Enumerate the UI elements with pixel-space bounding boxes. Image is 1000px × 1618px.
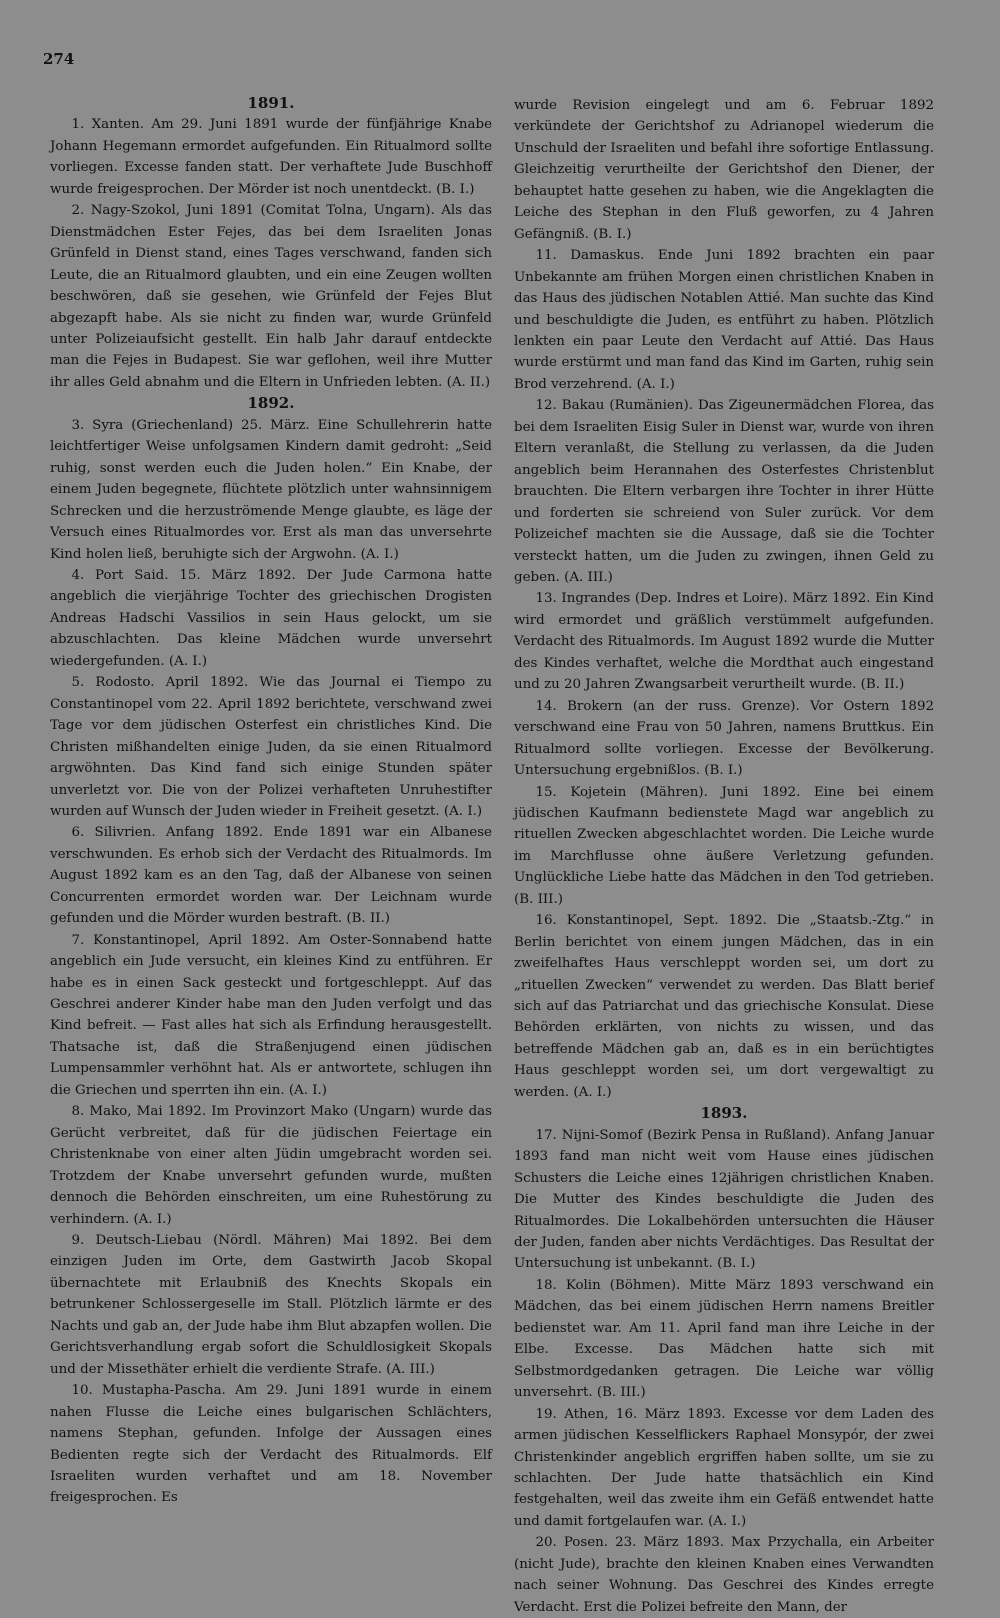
entry-paragraph: 10. Mustapha-Pascha. Am 29. Juni 1891 wurde in einem nahen Flusse die Leiche eines bulgarischen Schlächters, namens Stephan, gefunden. Infolge der Aussagen eines Bedienten regte sich der Verdacht des Ritualmords. Elf Israeliten wurden verhaftet und am 18. November freigesprochen. Es [50,1383,492,1506]
entry-continuation: wurde Revision eingelegt und am 6. Februar 1892 verkündete der Gerichtshof zu Adrianopel wiederum die Unschuld der Israeliten und befahl ihre sofortige Entlassung. Gleichzeitig verurtheilte der Gerichtshof den Diener, der behauptet hatte gesehen zu haben, wie die Angeklagten die Leiche des Stephan in den Fluß geworfen, zu 4 Jahren Gefängniß. (B. I.) [514,98,934,242]
entry-paragraph: 9. Deutsch-Liebau (Nördl. Mähren) Mai 1892. Bei dem einzigen Juden im Orte, dem Gastwirth Jacob Skopal übernachtete mit Erlaubniß des Knechts Skopals ein betrunkener Schlossergeselle im Stall. Plötzlich lärmte er des Nachts und gab an, der Jude habe ihm Blut abzapfen wollen. Die Gerichtsverhandlung ergab sofort die Schuldlosigkeit Skopals und der Missethäter erhielt die verdiente Strafe. (A. III.) [50,1233,492,1377]
entry-paragraph: 20. Posen. 23. März 1893. Max Przychalla, ein Arbeiter (nicht Jude), brachte den kleinen Knaben eines Verwandten nach seiner Wohnung. Das Geschrei des Kindes erregte Verdacht. Erst die Polizei befreite den Mann, der [514,1535,934,1615]
entry-paragraph: 15. Kojetein (Mähren). Juni 1892. Eine bei einem jüdischen Kaufmann bedienstete Magd war angeblich zu rituellen Zwecken abgeschlachtet worden. Die Leiche wurde im Marchflusse ohne äußere Verletzung gefunden. Unglückliche Liebe hatte das Mädchen in den Tod getrieben. (B. III.) [514,784,934,907]
entry-paragraph: 12. Bakau (Rumänien). Das Zigeunermädchen Florea, das bei dem Israeliten Eisig Suler in Dienst war, wurde von ihren Eltern veranlaßt, die Stellung zu verlassen, da die Juden angeblich beim Herannahen des Osterfestes Christenblut brauchten. Die Eltern verbargen ihre Tochter in ihrer Hütte und forderten sie schreiend von Suler zurück. Vor dem Polizeichef machten sie die Aussage, daß sie die Tochter versteckt hatten, um die Juden zu zwingen, ihnen Geld zu geben. (A. III.) [514,398,934,585]
entry-paragraph: 11. Damaskus. Ende Juni 1892 brachten ein paar Unbekannte am frühen Morgen einen christlichen Knaben in das Haus des jüdischen Notablen Attié. Man suchte das Kind und beschuldigte die Juden, es entführt zu haben. Plötzlich lenkten ein paar Leute den Verdacht auf Attié. Das Haus wurde erstürmt und man fand das Kind im Garten, ruhig sein Brod verzehrend. (A. I.) [514,248,934,392]
entry-paragraph: 2. Nagy-Szokol, Juni 1891 (Comitat Tolna, Ungarn). Als das Dienstmädchen Ester Fejes, das bei dem Israeliten Jonas Grünfeld in Dienst stand, eines Tages verschwand, fanden sich Leute, die an Ritualmord glaubten, und ein eine Zeugen wollten beschwören, daß sie gesehen, wie Grünfeld der Fejes Blut abgezapft habe. Als sie nicht zu finden war, wurde Grünfeld unter Polizeiaufsicht gestellt. Ein halb Jahr darauf entdeckte man die Fejes in Budapest. Sie war geflohen, weil ihre Mutter ihr alles Geld abnahm und die Eltern in Unfrieden lebten. (A. II.) [50,203,492,390]
entry-paragraph: 5. Rodosto. April 1892. Wie das Journal ei Tiempo zu Constantinopel vom 22. April 1892 berichtete, verschwand zwei Tage vor dem jüdischen Osterfest ein christliches Kind. Die Christen mißhandelten einige Juden, da sie einen Ritualmord argwöhnten. Das Kind fand sich einige Stunden später unverletzt vor. Die von der Polizei verhafteten Unruhestifter wurden auf Wunsch der Juden wieder in Freiheit gesetzt. (A. I.) [50,675,492,819]
page-number: 274 [43,50,75,68]
entry-paragraph: 8. Mako, Mai 1892. Im Provinzort Mako (Ungarn) wurde das Gerücht verbreitet, daß für die jüdischen Feiertage ein Christenknabe von einer alten Jüdin umgebracht worden sei. Trotzdem der Knabe unversehrt gefunden wurde, mußten dennoch die Behörden einschreiten, um eine Ruhestörung zu verhindern. (A. I.) [50,1104,492,1227]
entry-paragraph: 4. Port Said. 15. März 1892. Der Jude Carmona hatte angeblich die vierjährige Tochter des griechischen Drogisten Andreas Hadschi Vassilios in sein Haus gelockt, um sie abzuschlachten. Das kleine Mädchen wurde unversehrt wiedergefunden. (A. I.) [50,567,492,669]
right-column [514,95,934,1618]
entry-paragraph: 14. Brokern (an der russ. Grenze). Vor Ostern 1892 verschwand eine Frau von 50 Jahren, namens Bruttkus. Ein Ritualmord sollte vorliegen. Excesse der Bevölkerung. Untersuchung ergebnißlos. (B. I.) [514,698,934,779]
entry-paragraph: 17. Nijni-Somof (Bezirk Pensa in Rußland). Anfang Januar 1893 fand man nicht weit vom Hause eines jüdischen Schusters die Leiche eines 12jährigen christlichen Knaben. Die Mutter des Kindes beschuldigte die Juden des Ritualmordes. Die Lokalbehörden untersuchten die Häuser der Juden, fanden aber nichts Verdächtiges. Das Resultat der Untersuchung ist unbekannt. (B. I.) [514,1127,934,1272]
entry-paragraph: 7. Konstantinopel, April 1892. Am Oster-Sonnabend hatte angeblich ein Jude versucht, ein kleines Kind zu entführen. Er habe es in einen Sack gesteckt und fortgeschleppt. Auf das Geschrei anderer Kinder habe man den Juden verfolgt und das Kind befreit. — Fast alles hat sich als Erfindung herausgestellt. Thatsache ist, daß die Straßenjugend einen jüdischen Lumpensammler verhöhnt hat. Als er antwortete, schlugen ihn die Griechen und sperrten ihn ein. (A. I.) [50,932,492,1098]
entry-paragraph: 13. Ingrandes (Dep. Indres et Loire). März 1892. Ein Kind wird ermordet und gräßlich verstümmelt aufgefunden. Verdacht des Ritualmords. Im August 1892 wurde die Mutter des Kindes verhaftet, welche die Mordthat auch eingestand und zu 20 Jahren Zwangsarbeit verurtheilt wurde. (B. II.) [514,591,934,693]
entry-paragraph: 16. Konstantinopel, Sept. 1892. Die „Staatsb.-Ztg.“ in Berlin berichtet von einem jungen Mädchen, das in ein zweifelhaftes Haus verschleppt worden sei, um dort zu „rituellen Zwecken“ verwendet zu werden. Das Blatt berief sich auf das Patriarchat und das griechische Konsulat. Diese Behörden erklärten, von nichts zu wissen, und das betreffende Mädchen gab an, daß es in ein berüchtigtes Haus geschleppt worden sei, um dort vergewaltigt zu werden. (A. I.) [514,913,934,1100]
year-heading: 1893. [700,1104,748,1123]
entry-paragraph: 6. Silivrien. Anfang 1892. Ende 1891 war ein Albanese verschwunden. Es erhob sich der Verdacht des Ritualmords. Im August 1892 kam es an den Tag, daß der Albanese von seinen Concurrenten ermordet worden war. Der Leichnam wurde gefunden und die Mörder wurden bestraft. (B. II.) [50,825,492,927]
entry-paragraph: 18. Kolin (Böhmen). Mitte März 1893 verschwand ein Mädchen, das bei einem jüdischen Herrn namens Breitler bedienstet war. Am 11. April fand man ihre Leiche in der Elbe. Excesse. Das Mädchen hatte sich mit Selbstmordgedanken getragen. Die Leiche war völlig unversehrt. (B. III.) [514,1277,934,1401]
year-heading: 1892. [247,394,295,413]
entry-paragraph: 1. Xanten. Am 29. Juni 1891 wurde der fünfjährige Knabe Johann Hegemann ermordet aufgefunden. Ein Ritualmord sollte vorliegen. Excesse fanden statt. Der verhaftete Jude Buschhoff wurde freigesprochen. Der Mörder ist noch unentdeckt. (B. I.) [50,117,492,197]
left-column [50,93,492,1509]
entry-paragraph: 3. Syra (Griechenland) 25. März. Eine Schullehrerin hatte leichtfertiger Weise unfolgsamen Kindern damit gedroht: „Seid ruhig, sonst werden euch die Juden holen.“ Ein Knabe, der einem Juden begegnete, flüchtete plötzlich unter wahnsinnigem Schrecken und die herzuströmende Menge glaubte, es läge der Versuch eines Ritualmordes vor. Erst als man das unversehrte Kind holen ließ, beruhigte sich der Argwohn. (A. I.) [50,417,492,562]
entry-paragraph: 19. Athen, 16. März 1893. Excesse vor dem Laden des armen jüdischen Kesselflickers Raphael Monsypór, der zwei Christenkinder angeblich ergriffen haben sollte, um sie zu schlachten. Der Jude hatte thatsächlich ein Kind festgehalten, weil das zweite ihm ein Gefäß entwendet hatte und damit fortgelaufen war. (A. I.) [514,1406,934,1529]
year-heading: 1891. [247,94,295,112]
